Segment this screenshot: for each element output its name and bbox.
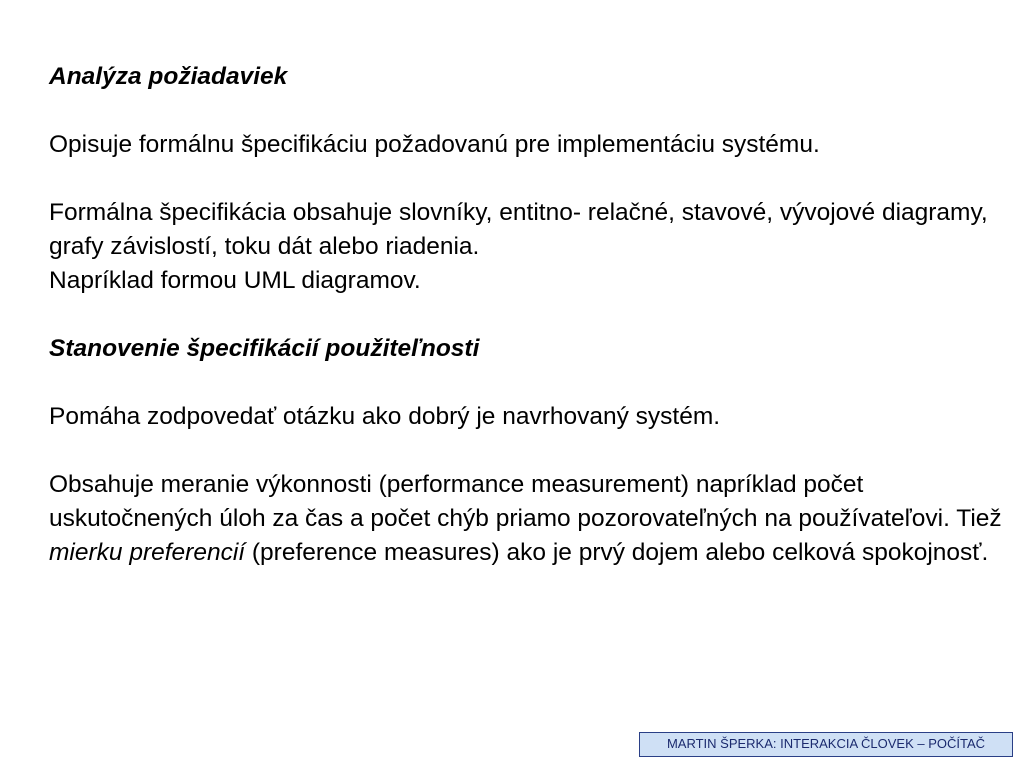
- paragraph-usability-purpose: Pomáha zodpovedať otázku ako dobrý je navrhovaný systém.: [49, 403, 721, 430]
- paragraph-performance-measurement: [49, 468, 1009, 570]
- paragraph-performance-text-end: (preference measures) ako je prvý dojem alebo celková spokojnosť.: [245, 539, 989, 566]
- spacer: [49, 434, 1009, 468]
- paragraph-preference-term: mierku preferencií: [49, 539, 246, 566]
- footer-author-course-label: MARTIN ŠPERKA: INTERAKCIA ČLOVEK – POČÍTAČ: [639, 732, 1013, 757]
- slide-content: [49, 60, 1009, 570]
- section-heading-requirements-analysis: Analýza požiadaviek: [49, 63, 288, 90]
- paragraph-performance-text-start: Obsahuje meranie výkonnosti (performance measurement) napríklad počet uskutočnených úloh za čas a počet chýb priamo pozorovateľných na používateľovi. Tiež: [49, 471, 1002, 532]
- paragraph-specification-contents: [49, 196, 1009, 298]
- paragraph-specification-contents-text: Formálna špecifikácia obsahuje slovníky, entitno- relačné, stavové, vývojové diagramy, grafy závislostí, toku dát alebo riadenia.: [49, 199, 988, 260]
- spacer: [49, 298, 1009, 332]
- paragraph-formal-specification: Opisuje formálnu špecifikáciu požadovanú pre implementáciu systému.: [49, 131, 820, 158]
- paragraph-uml-example: Napríklad formou UML diagramov.: [49, 267, 421, 294]
- spacer: [49, 162, 1009, 196]
- section-heading-usability-specifications: Stanovenie špecifikácií použiteľnosti: [49, 335, 480, 362]
- spacer: [49, 366, 1009, 400]
- spacer: [49, 94, 1009, 128]
